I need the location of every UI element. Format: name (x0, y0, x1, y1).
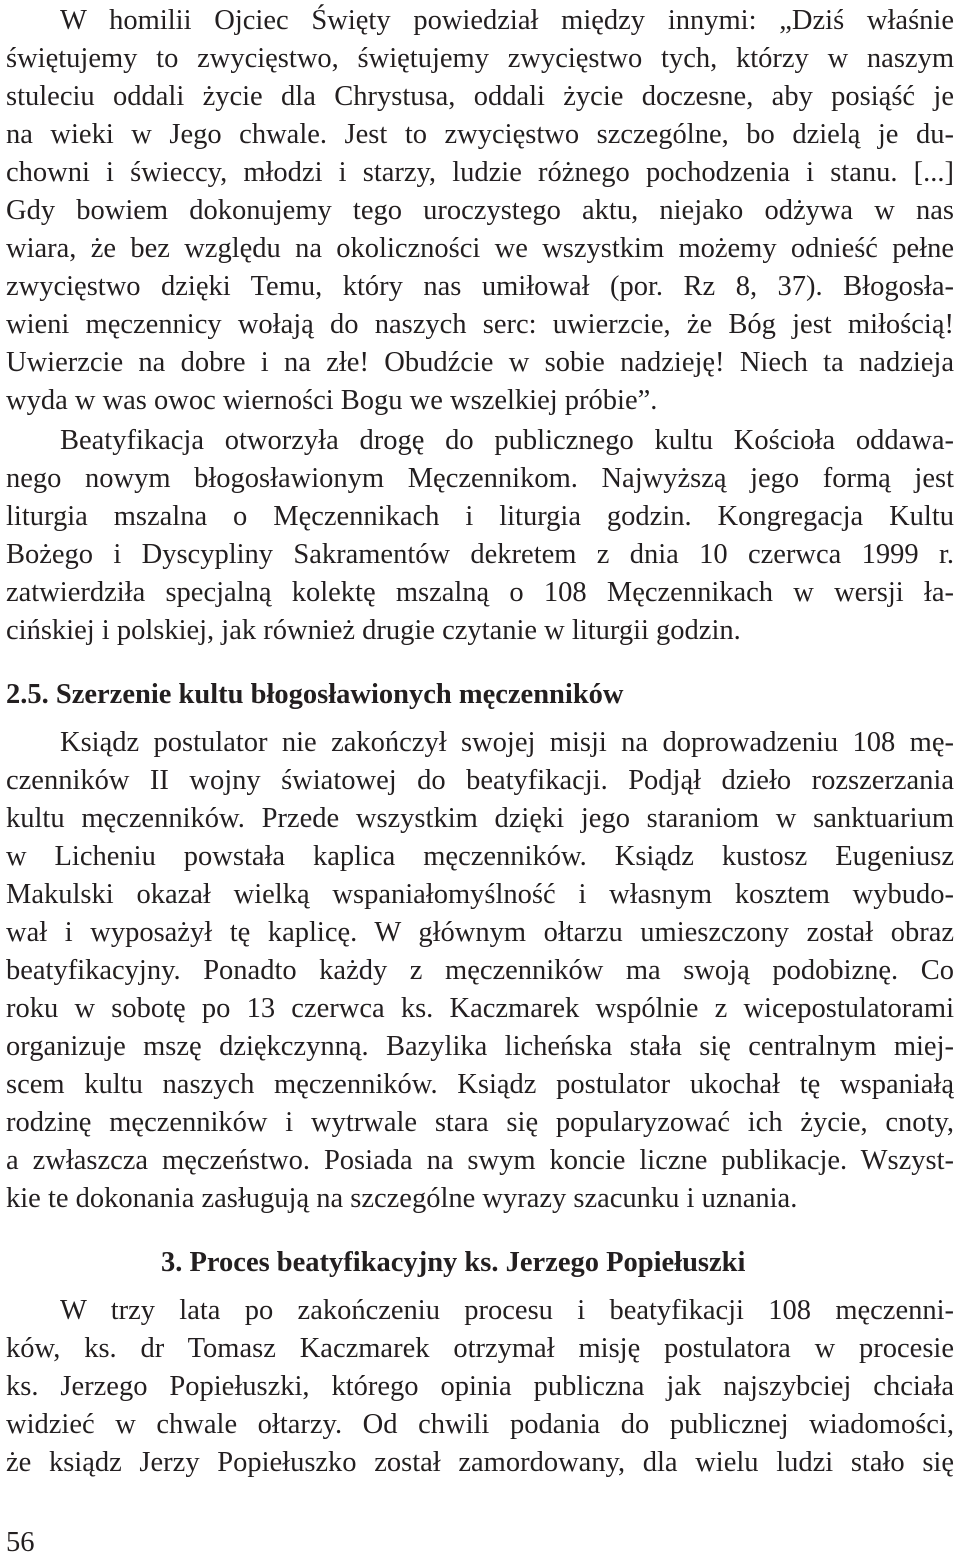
text-line: świętujemy to zwycięstwo, świętujemy zwycięstwo tych, którzy w naszym (6, 43, 954, 74)
text-line: na wieki w Jego chwale. Jest to zwycięstwo szczególne, bo dzielą je du- (6, 119, 954, 150)
text-line: nego nowym błogosławionym Męczennikom. Najwyższą jego formą jest (6, 463, 954, 494)
text-line: organizuje mszę dziękczynną. Bazylika licheńska stała się centralnym miej- (6, 1031, 954, 1062)
text-line: Beatyfikacja otworzyła drogę do publicznego kultu Kościoła oddawa- (60, 425, 954, 456)
text-line: Bożego i Dyscypliny Sakramentów dekretem z dnia 10 czerwca 1999 r. (6, 539, 954, 570)
text-line: wiara, że bez względu na okoliczności we wszystkim możemy odnieść pełne (6, 233, 954, 264)
text-line: chowni i świeccy, młodzi i starzy, ludzie różnego pochodzenia i stanu. [...] (6, 157, 954, 188)
text-line: wyda w was owoc wierności Bogu we wszelkiej próbie”. (6, 385, 658, 416)
text-line: W trzy lata po zakończeniu procesu i beatyfikacji 108 męczenni- (60, 1295, 954, 1326)
page-number: 56 (6, 1527, 35, 1558)
text-line: Makulski okazał wielką wspaniałomyślność i własnym kosztem wybudo- (6, 879, 954, 910)
text-line: Uwierzcie na dobre i na złe! Obudźcie w sobie nadzieję! Niech ta nadzieja (6, 347, 954, 378)
text-line: W homilii Ojciec Święty powiedział między innymi: „Dziś właśnie (60, 5, 954, 36)
text-line: w Licheniu powstała kaplica męczenników. Ksiądz kustosz Eugeniusz (6, 841, 954, 872)
text-line: Ksiądz postulator nie zakończył swojej misji na doprowadzeniu 108 mę- (60, 727, 954, 758)
text-line: beatyfikacyjny. Ponadto każdy z męczenników ma swoją podobiznę. Co (6, 955, 954, 986)
text-line: czenników II wojny światowej do beatyfikacji. Podjął dzieło rozszerzania (6, 765, 954, 796)
text-line: kultu męczenników. Przede wszystkim dzięki jego staraniom w sanktuarium (6, 803, 954, 834)
text-line: wieni męczennicy wołają do naszych serc: uwierzcie, że Bóg jest miłością! (6, 309, 954, 340)
section-heading-2-5: 2.5. Szerzenie kultu błogosławionych męczenników (6, 679, 624, 710)
text-line: ks. Jerzego Popiełuszki, którego opinia publiczna jak najszybciej chciała (6, 1371, 954, 1402)
text-line: liturgia mszalna o Męczennikach i liturgia godzin. Kongregacja Kultu (6, 501, 954, 532)
text-line: wał i wyposażył tę kaplicę. W głównym ołtarzu umieszczony został obraz (6, 917, 954, 948)
book-page (6, 0, 954, 1560)
text-line: ków, ks. dr Tomasz Kaczmarek otrzymał misję postulatora w procesie (6, 1333, 954, 1364)
text-line: roku w sobotę po 13 czerwca ks. Kaczmarek wspólnie z wicepostulatorami (6, 993, 954, 1024)
text-line: cińskiej i polskiej, jak również drugie czytanie w liturgii godzin. (6, 615, 741, 646)
text-line: rodzinę męczenników i wytrwale stara się popularyzować ich życie, cnoty, (6, 1107, 954, 1138)
section-heading-3: 3. Proces beatyfikacyjny ks. Jerzego Popiełuszki (161, 1247, 746, 1278)
text-line: a zwłaszcza męczeństwo. Posiada na swym koncie liczne publikacje. Wszyst- (6, 1145, 954, 1176)
text-line: zwycięstwo dzięki Temu, który nas umiłował (por. Rz 8, 37). Błogosła- (6, 271, 954, 302)
text-line: scem kultu naszych męczenników. Ksiądz postulator ukochał tę wspaniałą (6, 1069, 954, 1100)
text-line: że ksiądz Jerzy Popiełuszko został zamordowany, dla wielu ludzi stało się (6, 1447, 954, 1478)
text-line: zatwierdziła specjalną kolektę mszalną o 108 Męczennikach w wersji ła- (6, 577, 954, 608)
text-line: widzieć w chwale ołtarzy. Od chwili podania do publicznej wiadomości, (6, 1409, 954, 1440)
text-line: stuleciu oddali życie dla Chrystusa, oddali życie doczesne, aby posiąść je (6, 81, 954, 112)
text-line: Gdy bowiem dokonujemy tego uroczystego aktu, niejako odżywa w nas (6, 195, 954, 226)
text-line: kie te dokonania zasługują na szczególne wyrazy szacunku i uznania. (6, 1183, 798, 1214)
